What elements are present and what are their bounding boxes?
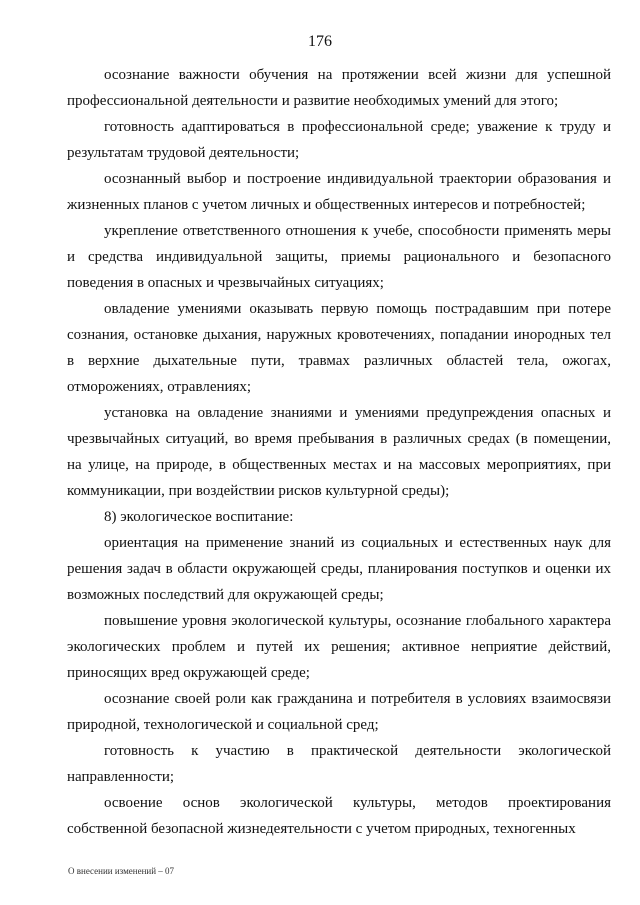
paragraph-professional-adaptation: готовность адаптироваться в профессиональной среде; уважение к труду и результатам трудовой деятельности; [67,119,611,161]
document-body [67,62,611,842]
paragraph-emergency-prevention: установка на овладение знаниями и умениями предупреждения опасных и чрезвычайных ситуаций, во время пребывания в различных средах (в помещении, на улице, на природе, в общественных местах и на массовых мероприятиях, при коммуникации, при воздействии рисков культурной среды); [67,405,611,499]
paragraph-education-trajectory: осознанный выбор и построение индивидуальной траектории образования и жизненных планов с учетом личных и общественных интересов и потребностей; [67,171,611,213]
paragraph-citizen-role: осознание своей роли как гражданина и потребителя в условиях взаимосвязи природной, технологической и социальной сред; [67,691,611,733]
paragraph-lifelong-learning: осознание важности обучения на протяжении всей жизни для успешной профессиональной деятельности и развитие необходимых умений для этого; [67,67,611,109]
footer-note: О внесении изменений – 07 [68,866,175,876]
paragraph-safety-responsibility: укрепление ответственного отношения к учебе, способности применять меры и средства индивидуальной защиты, приемы рационального и безопасного поведения в опасных и чрезвычайных ситуациях; [67,223,611,291]
paragraph-ecological-basics: освоение основ экологической культуры, методов проектирования собственной безопасной жизнедеятельности с учетом природных, техногенных [67,795,611,837]
page-number: 176 [308,33,332,50]
paragraph-practical-readiness: готовность к участию в практической деятельности экологической направленности; [67,743,611,785]
section-heading-ecological: 8) экологическое воспитание: [104,509,294,525]
paragraph-ecological-culture: повышение уровня экологической культуры, осознание глобального характера экологических проблем и путей их решения; активное неприятие действий, приносящих вред окружающей среде; [67,613,611,681]
paragraph-science-application: ориентация на применение знаний из социальных и естественных наук для решения задач в области окружающей среды, планирования поступков и оценки их возможных последствий для окружающей среды; [67,535,611,603]
paragraph-first-aid: овладение умениями оказывать первую помощь пострадавшим при потере сознания, остановке дыхания, наружных кровотечениях, попадании инородных тел в верхние дыхательные пути, травмах различных областей тела, ожогах, отморожениях, отравлениях; [67,301,611,395]
